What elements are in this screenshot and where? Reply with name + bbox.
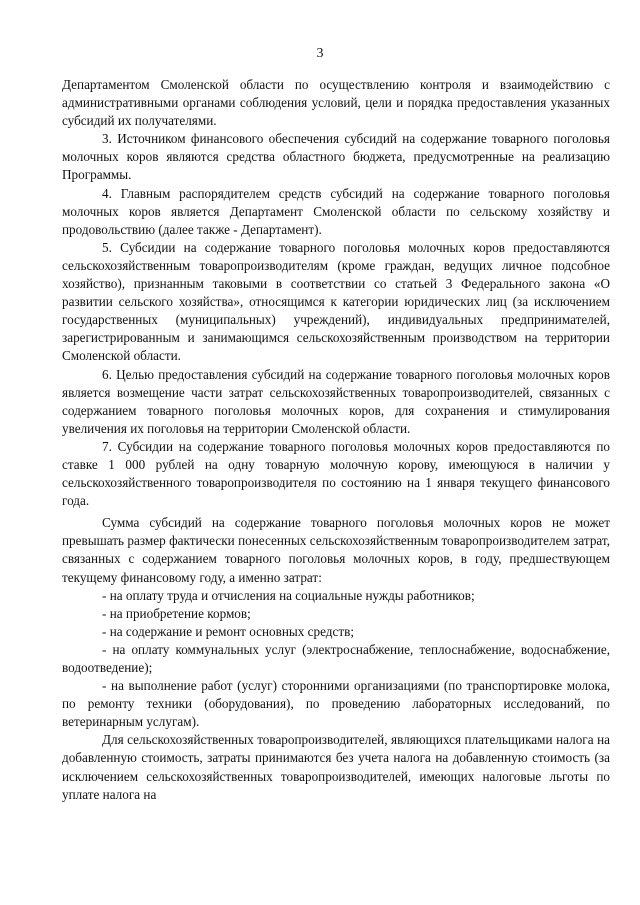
list-item: - на приобретение кормов; — [102, 605, 251, 621]
paragraph-continuation: Департаментом Смоленской области по осуществлению контроля и взаимодействию с административными органами соблюдения условий, цели и порядка предоставления указанных субсидий их получателями. — [62, 77, 610, 129]
list-item: - на оплату коммунальных услуг (электроснабжение, теплоснабжение, водоснабжение, водоотведение); — [62, 641, 610, 675]
paragraph-3: 3. Источником финансового обеспечения субсидий на содержание товарного поголовья молочных коров являются средства областного бюджета, предусмотренные на реализацию Программы. — [62, 131, 610, 183]
list-item: - на содержание и ремонт основных средств; — [102, 623, 355, 639]
page-number: 3 — [316, 46, 324, 61]
paragraph-vat-note: Для сельскохозяйственных товаропроизводителей, являющихся плательщиками налога на добавленную стоимость, затраты принимаются без учета налога на добавленную стоимость (за исключением сельскохозяйственных товаропроизводителей, имеющих налоговые льготы по уплате налога на — [62, 732, 610, 802]
document-body — [62, 76, 610, 804]
paragraph-7: 7. Субсидии на содержание товарного поголовья молочных коров предоставляются по ставке 1 000 рублей на одну товарную молочную корову, имеющуюся в наличии у сельскохозяйственного товаропроизводителя по состоянию на 1 января текущего финансового года. — [62, 438, 610, 509]
list-item: - на оплату труда и отчисления на социальные нужды работников; — [102, 587, 475, 603]
list-item: - на выполнение работ (услуг) сторонними организациями (по транспортировке молока, по ремонту техники (оборудования), по проведению лабораторных исследований, по ветеринарным услугам). — [62, 678, 610, 730]
paragraph-5: 5. Субсидии на содержание товарного поголовья молочных коров предоставляются сельскохозяйственным товаропроизводителям (кроме граждан, ведущих личное подсобное хозяйство), признанным таковыми в соответствии со статьей 3 Федерального закона «О развитии сельского хозяйства», относящимся к категории юридических лиц (за исключением государственных (муниципальных) учреждений), индивидуальных предпринимателей, зарегистрированным и занимающимся сельскохозяйственным производством на территории Смоленской области. — [62, 239, 610, 364]
paragraph-4: 4. Главным распорядителем средств субсидий на содержание товарного поголовья молочных коров является Департамент Смоленской области по сельскому хозяйству и продовольствию (далее также - Департамент). — [62, 185, 610, 237]
paragraph-6: 6. Целью предоставления субсидий на содержание товарного поголовья молочных коров является возмещение части затрат сельскохозяйственных товаропроизводителей, связанных с содержанием товарного поголовья молочных коров, для сохранения и стимулирования увеличения их поголовья на территории Смоленской области. — [62, 366, 610, 436]
paragraph-subsidy-amount: Сумма субсидий на содержание товарного поголовья молочных коров не может превышать размер фактически понесенных сельскохозяйственным товаропроизводителем затрат, связанных с содержанием товарного поголовья молочных коров, в году, предшествующем текущему финансовому году, а именно затрат: — [62, 515, 610, 585]
